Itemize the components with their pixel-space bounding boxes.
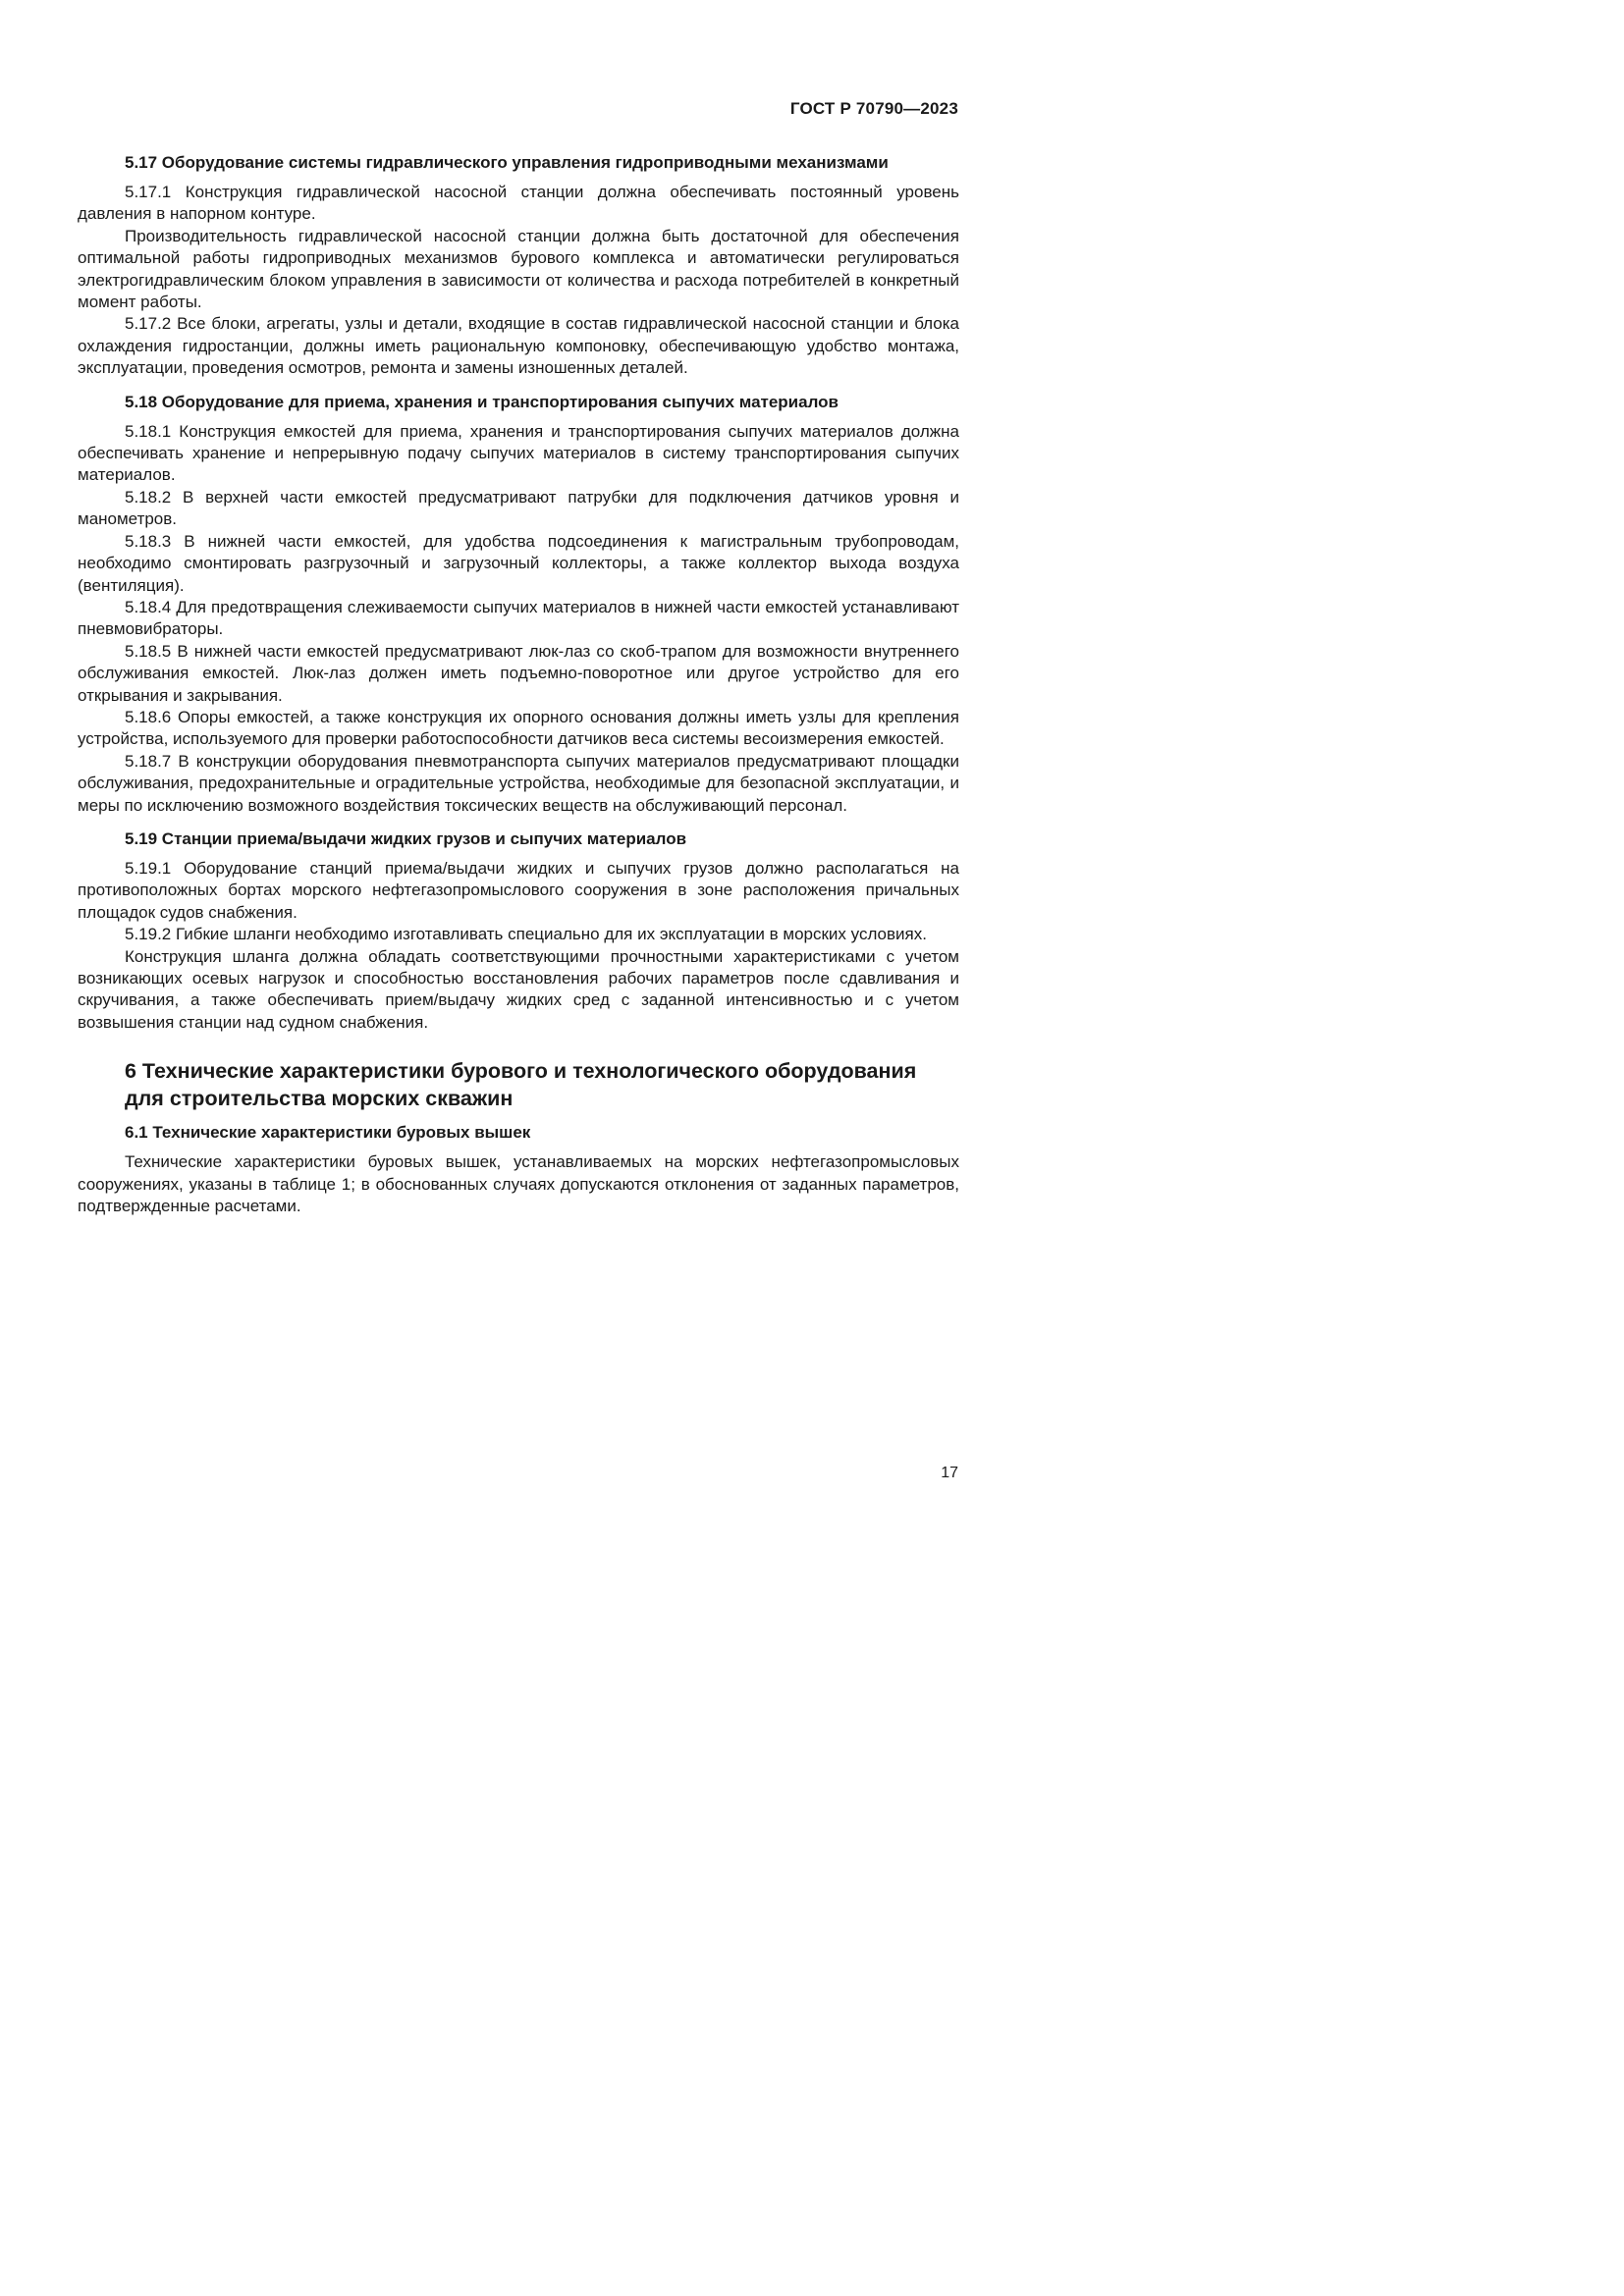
paragraph-6-1: Технические характеристики буровых вышек, устанавливаемых на морских нефтегазопромысловых сооружениях, указаны в таблице 1; в обоснованных случаях допускаются отклонения от заданных параметров, подтвержденные расчетами. [78, 1152, 959, 1216]
paragraph-5-19-2-cont: Конструкция шланга должна обладать соответствующими прочностными характеристиками с учетом возникающих осевых нагрузок и способностью восстановления рабочих параметров после сдавливания и скручивания, а также обеспечивать прием/выдачу жидких сред с заданной интенсивностью и с учетом возвышения станции над судном снабжения. [78, 946, 959, 1032]
paragraph-5-18-2: 5.18.2 В верхней части емкостей предусматривают патрубки для подключения датчиков уровня и манометров. [78, 487, 959, 529]
section-6-1-heading: 6.1 Технические характеристики буровых вышек [125, 1123, 531, 1143]
paragraph-5-17-1-cont: Производительность гидравлической насосной станции должна быть достаточной для обеспечения оптимальной работы гидроприводных механизмов бурового комплекса и автоматически регулироваться электрогидравлическим блоком управления в зависимости от количества и расхода потребителей в конкретный момент работы. [78, 226, 959, 312]
paragraph-5-18-3: 5.18.3 В нижней части емкостей, для удобства подсоединения к магистральным трубопроводам, необходимо смонтировать разгрузочный и загрузочный коллекторы, а также коллектор выхода воздуха (вентиляция). [78, 531, 959, 595]
paragraph-5-17-1: 5.17.1 Конструкция гидравлической насосной станции должна обеспечивать постоянный уровень давления в напорном контуре. [78, 183, 959, 224]
paragraph-5-19-1: 5.19.1 Оборудование станций приема/выдачи жидких и сыпучих грузов должно располагаться на противоположных бортах морского нефтегазопромыслового сооружения в зоне расположения причальных площадок судов снабжения. [78, 858, 959, 922]
paragraph-5-18-1: 5.18.1 Конструкция емкостей для приема, хранения и транспортирования сыпучих материалов должна обеспечивать хранение и непрерывную подачу сыпучих материалов в систему транспортирования сыпучих материалов. [78, 421, 959, 485]
paragraph-5-19-2: 5.19.2 Гибкие шланги необходимо изготавливать специально для их эксплуатации в морских условиях. [125, 925, 927, 944]
paragraph-5-18-5: 5.18.5 В нижней части емкостей предусматривают люк-лаз со скоб-трапом для возможности внутреннего обслуживания емкостей. Люк-лаз должен иметь подъемно-поворотное или другое устройство для его открывания и закрывания. [78, 641, 959, 705]
section-5-18-heading: 5.18 Оборудование для приема, хранения и транспортирования сыпучих материалов [125, 392, 839, 411]
section-5-19-heading: 5.19 Станции приема/выдачи жидких грузов и сыпучих материалов [125, 828, 687, 848]
paragraph-5-17-2: 5.17.2 Все блоки, агрегаты, узлы и детали, входящие в состав гидравлической насосной станции и блока охлаждения гидростанции, должны иметь рациональную компоновку, обеспечивающую удобство монтажа, эксплуатации, проведения осмотров, ремонта и замены изношенных деталей. [78, 314, 959, 378]
paragraph-5-18-4: 5.18.4 Для предотвращения слеживаемости сыпучих материалов в нижней части емкостей устанавливают пневмовибраторы. [78, 597, 959, 639]
document-id: ГОСТ Р 70790—2023 [789, 99, 958, 118]
page-body [78, 152, 959, 1217]
section-5-17-heading: 5.17 Оборудование системы гидравлического управления гидроприводными механизмами [125, 153, 889, 172]
document-page [0, 0, 1083, 1531]
section-6-heading: 6 Технические характеристики бурового и технологического оборудования для строительства морских скважин [125, 1059, 917, 1111]
paragraph-5-18-6: 5.18.6 Опоры емкостей, а также конструкция их опорного основания должны иметь узлы для крепления устройства, используемого для проверки работоспособности датчиков веса системы весоизмерения емкостей. [78, 707, 959, 749]
paragraph-5-18-7: 5.18.7 В конструкции оборудования пневмотранспорта сыпучих материалов предусматривают площадки обслуживания, предохранительные и оградительные устройства, необходимые для безопасной эксплуатации, и меры по исключению возможного воздействия токсических веществ на обслуживающий персонал. [78, 751, 959, 815]
page-number: 17 [941, 1465, 958, 1481]
